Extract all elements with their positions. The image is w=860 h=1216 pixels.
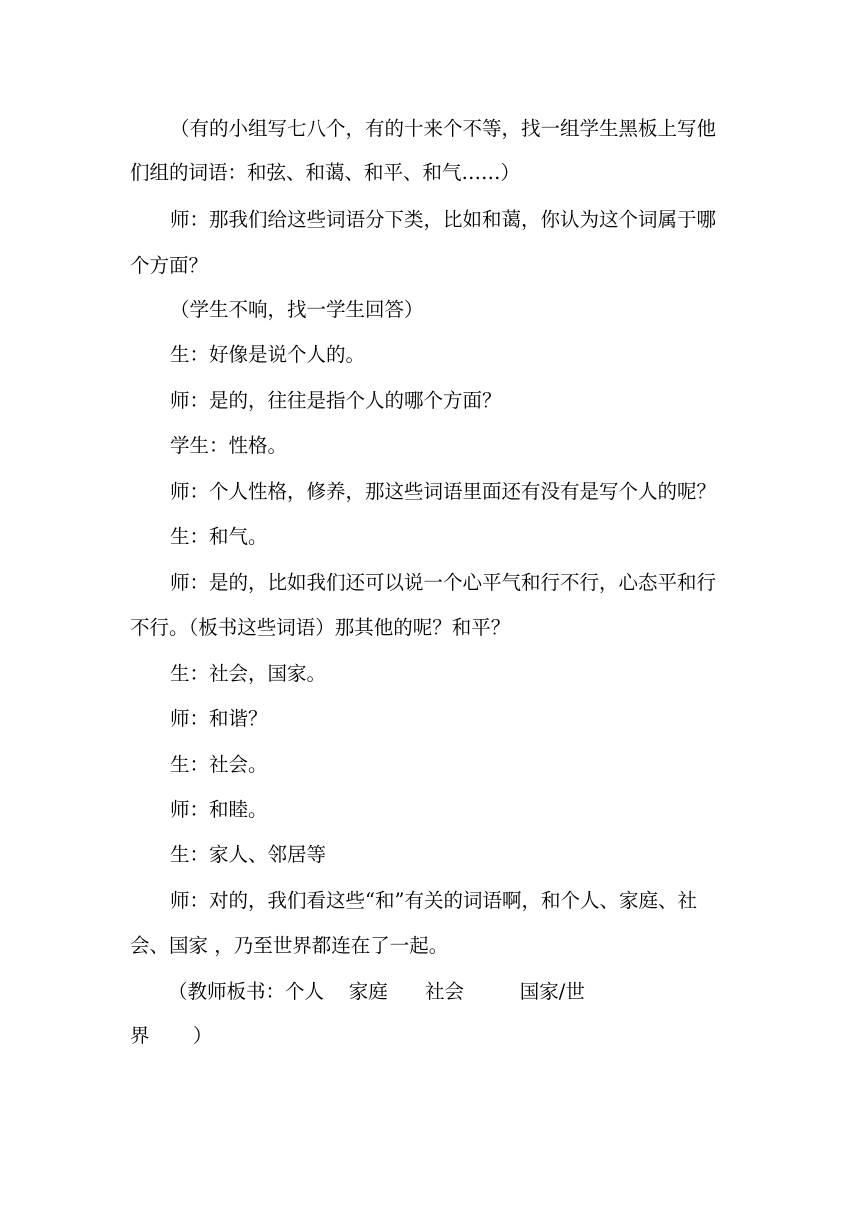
teacher-line: 师：个人性格，修养，那这些词语里面还有没有是写个人的呢？	[170, 480, 717, 503]
student-line: 生：好像是说个人的。	[170, 343, 366, 366]
student-line: 生：和气。	[170, 525, 268, 548]
teacher-line: 个方面？	[130, 254, 209, 277]
teacher-line: 师：是的，往往是指个人的哪个方面？	[170, 389, 502, 412]
teacher-line: 师：那我们给这些词语分下类，比如和蔼，你认为这个词属于哪	[170, 208, 717, 231]
paragraph-line: （有的小组写七八个，有的十来个不等，找一组学生黑板上写他	[170, 117, 717, 140]
student-line: 生：社会，国家。	[170, 662, 327, 685]
paragraph-line: 们组的词语：和弦、和蔼、和平、和气……）	[130, 161, 521, 184]
teacher-line: 师：和睦。	[170, 798, 268, 821]
teacher-line: 师：和谐？	[170, 707, 268, 730]
student-line: 生：社会。	[170, 753, 268, 776]
teacher-line: 不行。（板书这些词语）那其他的呢？和平？	[130, 616, 511, 639]
teacher-line: 师：对的，我们看这些“和”有关的词语啊，和个人、家庭、社	[170, 889, 697, 912]
teacher-line: 会、国家 ，乃至世界都连在了一起。	[130, 934, 449, 957]
student-line: 生：家人、邻居等	[170, 843, 327, 866]
teacher-line: 师：是的，比如我们还可以说一个心平气和行不行，心态平和行	[170, 571, 717, 594]
board-note: 界 ）	[130, 1024, 213, 1047]
student-line: 学生：性格。	[170, 434, 288, 457]
board-note: （教师板书：个人 家庭 社会 国家/世	[168, 980, 585, 1003]
stage-direction: （学生不响，找一学生回答）	[170, 298, 424, 321]
